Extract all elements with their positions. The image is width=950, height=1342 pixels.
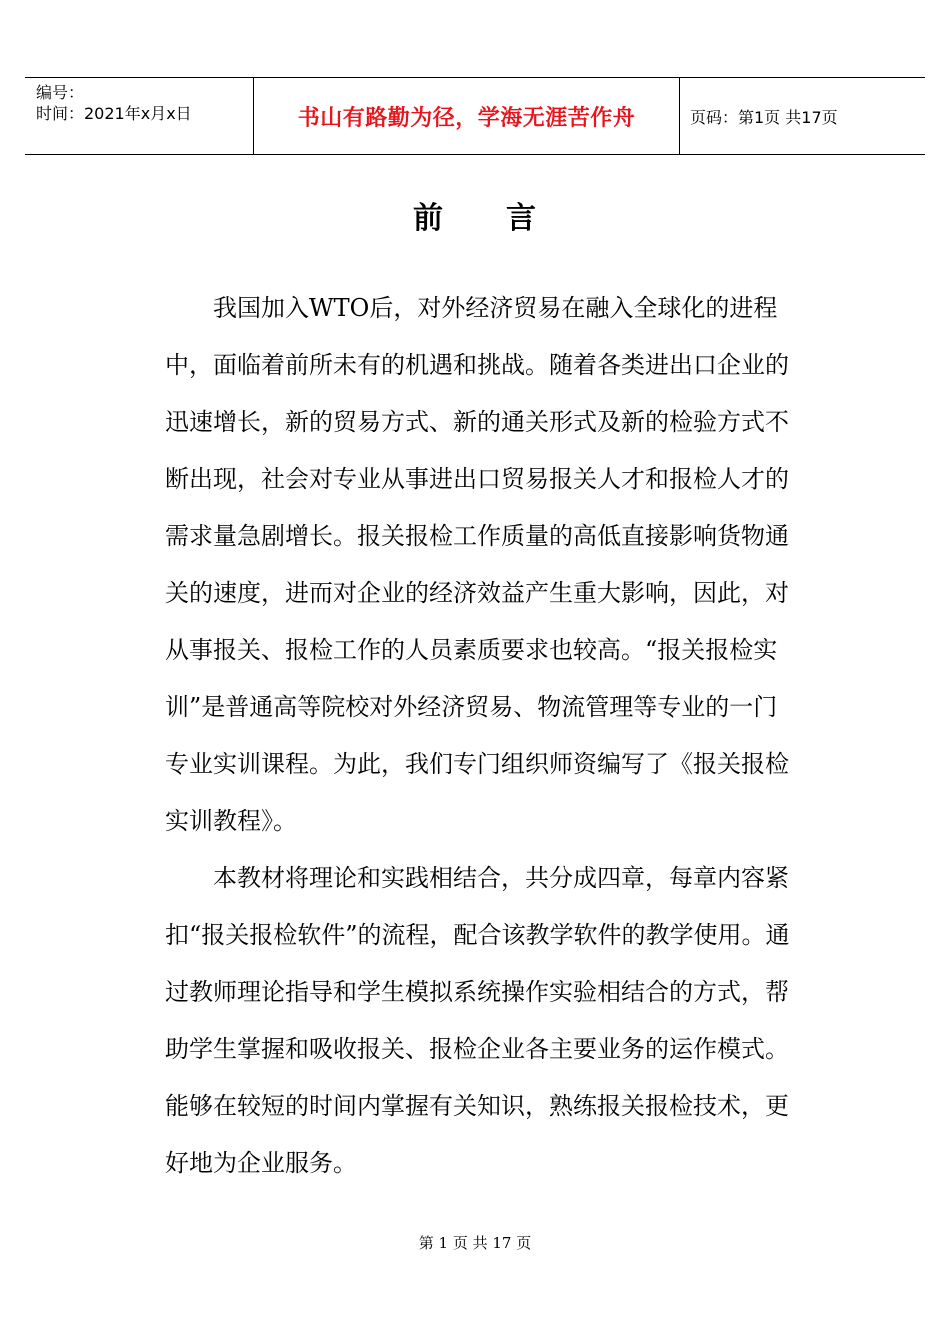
page-footer: 第 1 页 共 17 页 [418,1234,532,1252]
title-char-1: 前 [413,201,444,236]
header-page-label: 页码：第1页 共17页 [690,107,838,127]
header-page-cell [680,78,925,154]
document-time-label: 时间：2021年x月x日 [36,104,192,123]
body-text [165,280,801,1192]
paragraph-2: 本教材将理论和实践相结合，共分成四章，每章内容紧扣“报关报检软件”的流程，配合该教学软件的教学使用。通过教师理论指导和学生模拟系统操作实验相结合的方式，帮助学生掌握和吸收报关、报检企业各主要业务的运作模式。能够在较短的时间内掌握有关知识，熟练报关报检技术，更好地为企业服务。 [165,864,790,1177]
page-header [25,77,925,155]
page-title [0,193,950,237]
header-motto: 书山有路勤为径，学海无涯苦作舟 [297,105,636,131]
header-info-cell [25,78,254,154]
header-motto-cell [254,78,680,154]
document-number-label: 编号： [36,83,85,102]
title-char-2: 言 [506,201,537,236]
paragraph-1: 我国加入WTO后，对外经济贸易在融入全球化的进程中，面临着前所未有的机遇和挑战。随着各类进出口企业的迅速增长，新的贸易方式、新的通关形式及新的检验方式不断出现，社会对专业从事进出口贸易报关人才和报检人才的需求量急剧增长。报关报检工作质量的高低直接影响货物通关的速度，进而对企业的经济效益产生重大影响，因此，对从事报关、报检工作的人员素质要求也较高。“报关报检实训”是普通高等院校对外经济贸易、物流管理等专业的一门专业实训课程。为此，我们专门组织师资编写了《报关报检实训教程》。 [165,294,789,835]
